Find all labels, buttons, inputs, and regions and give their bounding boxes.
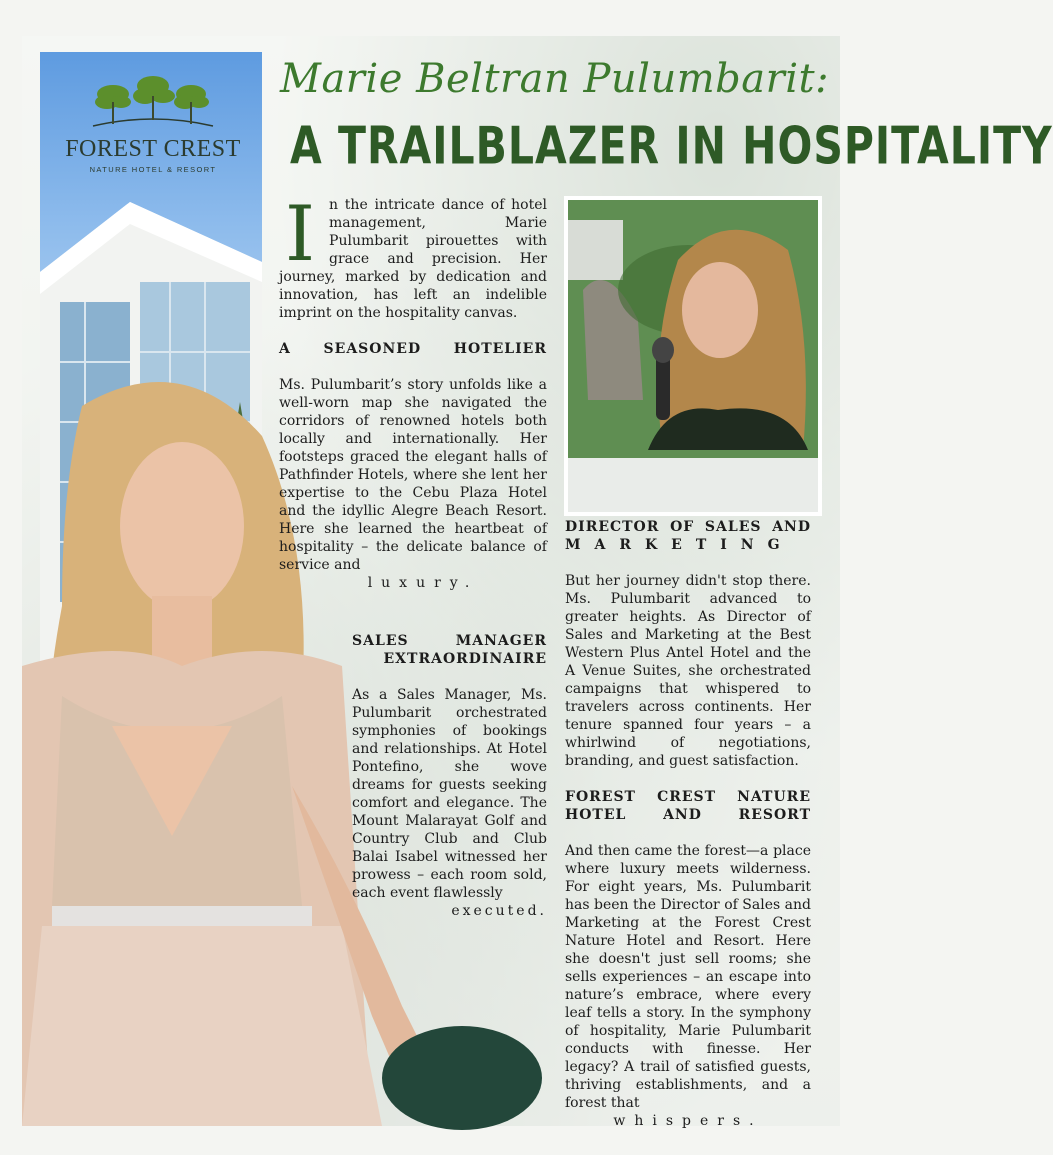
forest-crest-logo bbox=[58, 72, 248, 182]
heading-seasoned-hotelier: A SEASONED HOTELIER bbox=[279, 341, 547, 357]
article-title: A TRAILBLAZER IN HOSPITALITY bbox=[290, 116, 1053, 176]
section2-paragraph: As a Sales Manager, Ms. Pulumbarit orchestrated symphonies of bookings and relationships. At Hotel Pontefino, she wove dreams for guests seeking comfort and elegance. The Mount Malarayat Golf and Country Club and Club Balai Isabel witnessed her prowess – each room sold, each event flawlessly bbox=[352, 687, 547, 901]
logo-tagline: NATURE HOTEL & RESORT bbox=[89, 165, 217, 174]
column-middle bbox=[352, 632, 547, 920]
intro-paragraph: n the intricate dance of hotel management, Marie Pulumbarit pirouettes with grace and precision. Her journey, marked by dedication and innovation, has left an indelible imprint on the hospitality canvas. bbox=[279, 197, 547, 321]
section4-last-word: whispers. bbox=[613, 1113, 763, 1129]
heading-extraordinaire: EXTRAORDINAIRE bbox=[383, 651, 547, 667]
heading-marketing: MARKETING bbox=[565, 537, 794, 553]
tree-icon bbox=[83, 72, 223, 134]
speaker-photo bbox=[564, 196, 822, 516]
column-left bbox=[279, 189, 547, 592]
heading-director-sales: DIRECTOR OF SALES AND bbox=[565, 519, 811, 535]
drop-cap: I bbox=[285, 189, 316, 278]
article-title-name: Marie Beltran Pulumbarit: bbox=[280, 56, 830, 102]
heading-sales-manager: SALES MANAGER bbox=[352, 633, 547, 649]
logo-name: FOREST CREST bbox=[65, 136, 241, 162]
section4-paragraph: And then came the forest—a place where luxury meets wilderness. For eight years, Ms. Pulumbarit has been the Director of Sales and Marketing at the Forest Crest Nature Hotel and Resort. Here she doesn't just sell rooms; she sells experiences – an escape into nature’s embrace, where every leaf tells a story. In the symphony of hospitality, Marie Pulumbarit conducts with finesse. Her legacy? A trail of satisfied guests, thriving establishments, and a forest that bbox=[565, 843, 811, 1111]
section1-paragraph: Ms. Pulumbarit’s story unfolds like a well-worn map she navigated the corridors of renowned hotels both locally and internationally. Her footsteps graced the elegant halls of Pathfinder Hotels, where she lent her expertise to the Cebu Plaza Hotel and the idyllic Alegre Beach Resort. Here she learned the heartbeat of hospitality – the delicate balance of service and bbox=[279, 377, 547, 573]
column-right bbox=[565, 518, 811, 1130]
section3-paragraph: But her journey didn't stop there. Ms. Pulumbarit advanced to greater heights. As Director of Sales and Marketing at the Best Western Plus Antel Hotel and the A Venue Suites, she orchestrated campaigns that whispered to travelers across continents. Her tenure spanned four years – a whirlwind of negotiations, branding, and guest satisfaction. bbox=[565, 573, 811, 769]
section1-last-word: luxury. bbox=[367, 575, 479, 591]
section2-last-word: executed. bbox=[451, 903, 547, 919]
heading-forest-crest: FOREST CREST NATURE HOTEL AND RESORT bbox=[565, 789, 811, 823]
magazine-page bbox=[22, 36, 1053, 1129]
